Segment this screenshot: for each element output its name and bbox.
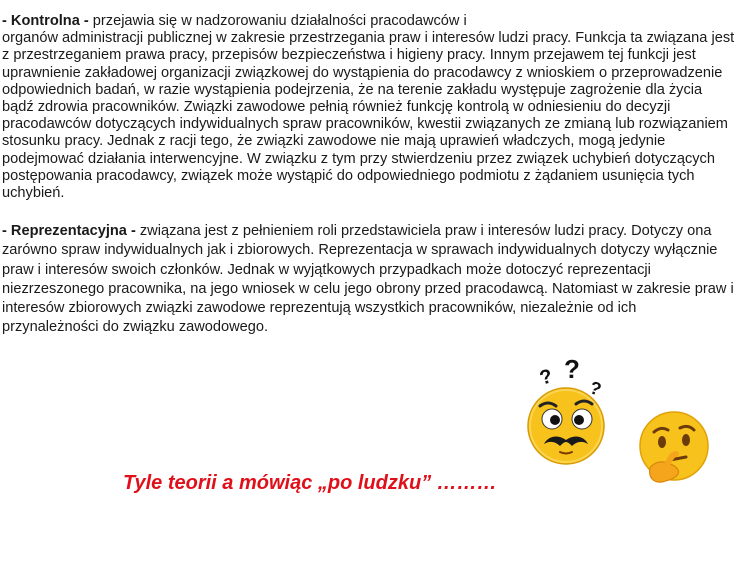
paragraph-line: bądź zdrowia pracowników. Związki zawodowe pełnią również funkcję kontrolą w odniesieniu do decyzji [2, 99, 671, 116]
svg-text:?: ? [564, 356, 580, 384]
paragraph-line: uchybień. [2, 185, 65, 202]
paragraph-line: podejmować działania interwencyjne. W związku z tym przy stwierdzeniu przez związek uchybień dotyczących [2, 150, 715, 167]
paragraph-line: odpowiednich badań, w razie wystąpienia podejrzenia, że na terenie zakładu występuje zagrożenie dla życia [2, 81, 703, 98]
term-reprezentacyjna: - Reprezentacyjna - [2, 223, 136, 239]
paragraph-line: przynależności do związku zawodowego. [2, 319, 269, 336]
paragraph-line: postępowania pracodawcy, związek może wystąpić do odpowiedniego podmiotu z żądaniem usunięcia tych [2, 167, 695, 184]
paragraph-line: interesów zbiorowych związki zawodowe reprezentują wszystkich pracowników, niezależnie od ich [2, 300, 637, 317]
paragraph-line: zarówno spraw indywidualnych jak i zbiorowych. Reprezentacja w sprawach indywidualnych dotyczy wyłącznie [2, 242, 718, 259]
paragraph-line: pracodawców dotyczących indywidualnych spraw pracowników, kwestii związanych ze zmianą lub rozwiązaniem [2, 116, 728, 133]
paragraph-kontrolna [2, 13, 755, 202]
paragraph-reprezentacyjna [2, 222, 755, 338]
paragraph-line: praw i interesów swoich członków. Jednak w wyjątkowych przypadkach może dotoczyć reprezentacji [2, 261, 651, 278]
paragraph-line: uprawnienie zakładowej organizacji związkowej do wystąpienia do pracodawcy z wnioskiem o przeprowadzenie [2, 64, 723, 81]
term-kontrolna: - Kontrolna - [2, 13, 89, 29]
paragraph-line: niezrzeszonego pracownika, na jego wniosek w celu jego obrony przed pracodawcą. Natomiast w zakresie praw i [2, 280, 734, 297]
line-text: przejawia się w nadzorowaniu działalności pracodawców i [88, 13, 467, 29]
paragraph-line [2, 13, 755, 30]
thinking-face-icon [636, 410, 712, 486]
confused-face-with-question-marks-icon [522, 356, 610, 468]
paragraph-line: z przestrzeganiem prawa pracy, przepisów bezpieczeństwa i higieny pracy. Innym przejawem tej funkcji jest [2, 47, 696, 64]
paragraph-line [2, 222, 755, 241]
line-text: związana jest z pełnieniem roli przedstawiciela praw i interesów ludzi pracy. Dotyczy ona [135, 223, 712, 239]
paragraph-line: organów administracji publicznej w zakresie przestrzegania praw i interesów ludzi pracy. Funkcja ta związana jest [2, 30, 735, 47]
svg-text:?: ? [537, 365, 555, 390]
svg-text:?: ? [587, 377, 604, 400]
paragraph-line: stosunku pracy. Jednak z racji tego, że związki zawodowe nie mają uprawień władczych, mogą jedynie [2, 133, 666, 150]
tagline: Tyle teorii a mówiąc „po ludzku” ……… [123, 472, 497, 494]
